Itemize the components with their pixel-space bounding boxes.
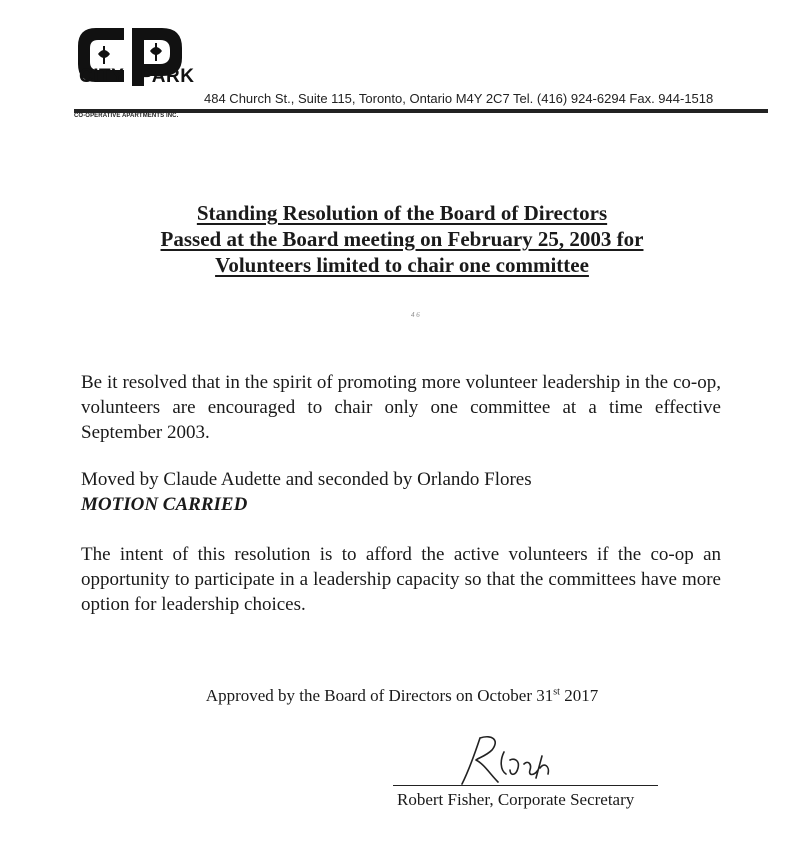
approval-year: 2017 [559, 686, 599, 705]
motion-block [81, 467, 721, 517]
handwritten-signature [440, 730, 570, 797]
logo-subtitle: CO-OPERATIVE APARTMENTS INC. [74, 113, 179, 119]
title-line-3: Volunteers limited to chair one committee [215, 253, 589, 277]
motion-carried-text: MOTION CARRIED [81, 494, 248, 515]
title-line-2: Passed at the Board meeting on February 25, 2003 for [160, 227, 644, 251]
logo-park-text: PARK [140, 66, 195, 87]
letterhead-address: 484 Church St., Suite 115, Toronto, Ontario M4Y 2C7 Tel. (416) 924-6294 Fax. 944-1518 [204, 91, 714, 106]
approval-superscript: st [553, 686, 560, 698]
document-title [0, 200, 804, 278]
resolution-paragraph: Be it resolved that in the spirit of promoting more volunteer leadership in the co-op, volunteers are encouraged to chair only one committee at a time effective September 2003. [81, 372, 721, 443]
logo-city-text: CITY [79, 66, 125, 87]
signatory-name: Robert Fisher, Corporate Secretary [397, 790, 635, 809]
signature-line [393, 785, 658, 786]
intent-paragraph: The intent of this resolution is to afford the active volunteers if the co-op an opportunity to participate in a leadership capacity so that the committees have more option for leadership choices. [81, 544, 721, 615]
approval-text: Approved by the Board of Directors on October 31 [205, 686, 554, 705]
stray-mark: 4 6 [411, 311, 420, 319]
title-line-1: Standing Resolution of the Board of Directors [196, 201, 608, 225]
approval-line [0, 686, 804, 706]
moved-by-text: Moved by Claude Audette and seconded by Orlando Flores [81, 469, 532, 490]
